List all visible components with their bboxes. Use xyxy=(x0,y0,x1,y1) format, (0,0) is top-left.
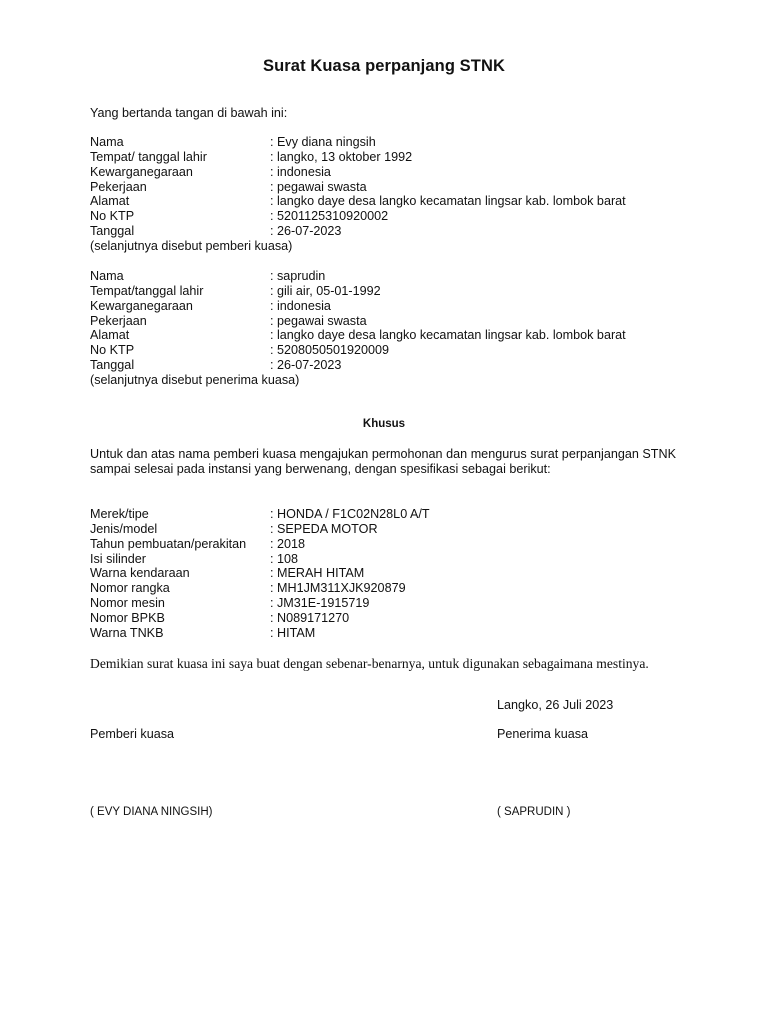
field-value: : 26-07-2023 xyxy=(270,358,341,373)
vehicle-field-row xyxy=(90,507,690,522)
field-value: : 5208050501920009 xyxy=(270,343,389,358)
giver-signature-label: Pemberi kuasa xyxy=(90,727,174,741)
field-label: Pekerjaan xyxy=(90,179,147,194)
field-value: : 108 xyxy=(270,552,298,567)
field-label: Nama xyxy=(90,135,124,149)
field-label: Tempat/tanggal lahir xyxy=(90,283,204,298)
giver-note: (selanjutnya disebut pemberi kuasa) xyxy=(90,238,293,253)
field-value: : saprudin xyxy=(270,269,325,284)
field-value: : SEPEDA MOTOR xyxy=(270,522,378,537)
vehicle-field-row xyxy=(90,596,690,611)
vehicle-field-row xyxy=(90,626,690,641)
vehicle-field-row xyxy=(90,552,690,567)
field-value: : pegawai swasta xyxy=(270,314,367,329)
giver-signature-name: ( EVY DIANA NINGSIH) xyxy=(90,806,213,818)
field-label: Kewarganegaraan xyxy=(90,164,193,179)
field-value: : 26-07-2023 xyxy=(270,224,341,239)
giver-field-row xyxy=(90,150,690,165)
receiver-signature-label: Penerima kuasa xyxy=(497,727,589,741)
field-value: : N089171270 xyxy=(270,611,349,626)
receiver-details xyxy=(90,269,690,388)
vehicle-field-row xyxy=(90,611,690,626)
place-date: Langko, 26 Juli 2023 xyxy=(497,698,614,712)
vehicle-field-row xyxy=(90,566,690,581)
vehicle-specifications xyxy=(90,507,690,641)
giver-field-row xyxy=(90,135,690,150)
giver-field-row xyxy=(90,194,690,209)
field-value: : langko, 13 oktober 1992 xyxy=(270,150,412,165)
field-value: : indonesia xyxy=(270,299,331,314)
receiver-field-row xyxy=(90,284,690,299)
field-label: Warna TNKB xyxy=(90,625,164,640)
receiver-note: (selanjutnya disebut penerima kuasa) xyxy=(90,372,300,387)
field-label: Alamat xyxy=(90,328,130,343)
giver-field-row xyxy=(90,209,690,224)
field-label: Tempat/ tanggal lahir xyxy=(90,149,207,164)
receiver-field-row xyxy=(90,314,690,329)
field-value: : 2018 xyxy=(270,537,305,552)
receiver-field-row xyxy=(90,328,690,343)
field-label: Nama xyxy=(90,269,124,283)
field-label: Nomor rangka xyxy=(90,581,170,596)
field-value: : langko daye desa langko kecamatan lingsar kab. lombok barat xyxy=(270,194,626,209)
giver-details xyxy=(90,135,690,254)
field-label: Merek/tipe xyxy=(90,507,149,521)
field-value: : HONDA / F1C02N28L0 A/T xyxy=(270,507,430,522)
field-value: : Evy diana ningsih xyxy=(270,135,376,150)
giver-field-row xyxy=(90,180,690,195)
giver-field-row xyxy=(90,165,690,180)
closing-statement: Demikian surat kuasa ini saya buat dengan sebenar-benarnya, untuk digunakan sebagaimana mestinya. xyxy=(90,656,649,671)
field-value: : 5201125310920002 xyxy=(270,209,388,224)
receiver-field-row xyxy=(90,299,690,314)
field-label: Warna kendaraan xyxy=(90,566,190,581)
section-heading-khusus: Khusus xyxy=(362,418,406,430)
field-label: No KTP xyxy=(90,343,135,358)
field-label: Jenis/model xyxy=(90,521,158,536)
document-title: Surat Kuasa perpanjang STNK xyxy=(263,57,505,75)
vehicle-field-row xyxy=(90,522,690,537)
receiver-field-row xyxy=(90,343,690,358)
receiver-field-row xyxy=(90,358,690,373)
field-label: Alamat xyxy=(90,194,130,209)
field-label: Nomor BPKB xyxy=(90,610,165,625)
field-label: Tanggal xyxy=(90,358,135,373)
giver-field-row xyxy=(90,224,690,239)
vehicle-field-row xyxy=(90,537,690,552)
field-value: : HITAM xyxy=(270,626,315,641)
intro-text: Yang bertanda tangan di bawah ini: xyxy=(90,106,288,120)
purpose-paragraph: Untuk dan atas nama pemberi kuasa mengajukan permohonan dan mengurus surat perpanjangan STNK sampai selesai pada instansi yang berwenang, dengan spesifikasi sebagai berikut: xyxy=(90,447,676,477)
field-value: : pegawai swasta xyxy=(270,180,367,195)
field-value: : indonesia xyxy=(270,165,331,180)
field-label: Nomor mesin xyxy=(90,596,165,611)
receiver-field-row xyxy=(90,269,690,284)
field-label: Tahun pembuatan/perakitan xyxy=(90,536,247,551)
field-value: : JM31E-1915719 xyxy=(270,596,369,611)
receiver-signature-name: ( SAPRUDIN ) xyxy=(497,806,571,818)
field-label: Pekerjaan xyxy=(90,313,147,328)
field-value: : langko daye desa langko kecamatan lingsar kab. lombok barat xyxy=(270,328,626,343)
field-label: Kewarganegaraan xyxy=(90,298,193,313)
field-label: Isi silinder xyxy=(90,551,146,566)
field-value: : gili air, 05-01-1992 xyxy=(270,284,381,299)
vehicle-field-row xyxy=(90,581,690,596)
field-value: : MERAH HITAM xyxy=(270,566,364,581)
field-label: No KTP xyxy=(90,209,135,224)
field-label: Tanggal xyxy=(90,224,135,239)
field-value: : MH1JM311XJK920879 xyxy=(270,581,406,596)
